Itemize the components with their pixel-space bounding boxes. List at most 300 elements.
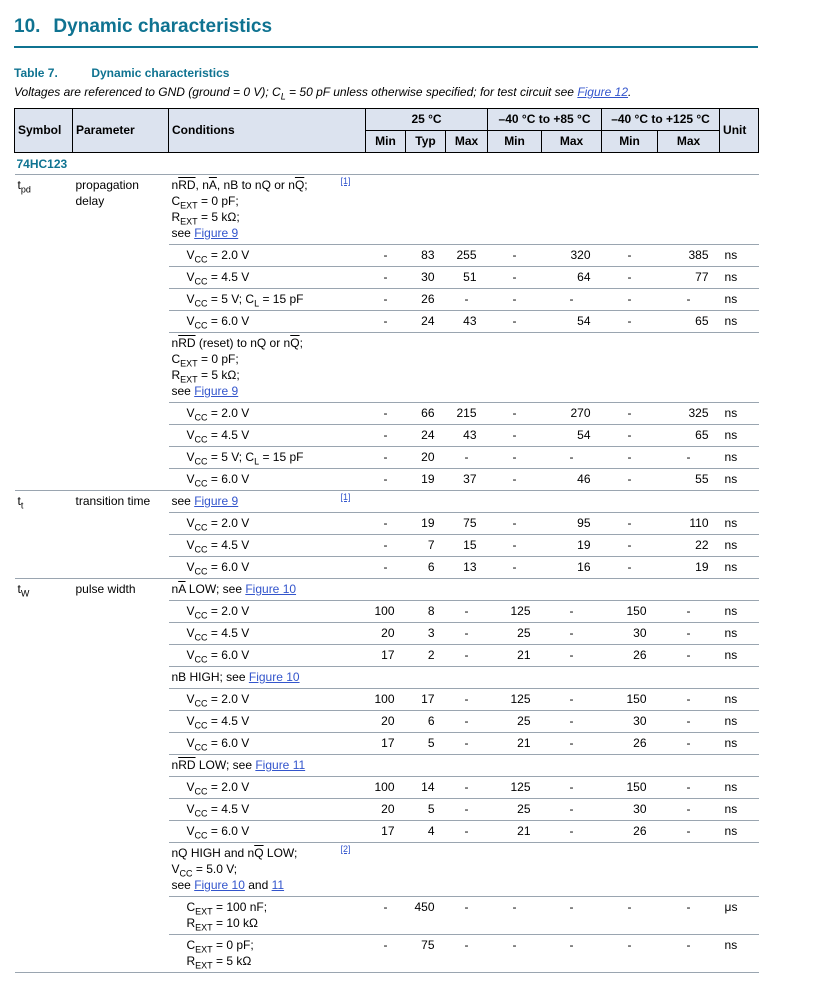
unit-cell: ns — [720, 289, 759, 311]
condition-line: $V_{CC} = 2.0$ V — [186, 406, 250, 423]
value-cell: 6 — [406, 557, 446, 579]
value-cell — [406, 843, 446, 897]
parameter-cell — [73, 821, 169, 843]
symbol-cell — [15, 311, 73, 333]
parameter-cell — [73, 557, 169, 579]
value-cell: - — [542, 289, 602, 311]
conditions-cell — [169, 245, 366, 267]
data-row — [15, 245, 759, 267]
value-cell: 110 — [658, 513, 720, 535]
value-cell — [446, 333, 488, 403]
value-cell: 320 — [542, 245, 602, 267]
col-header-125c: –40 °C to +125 °C — [602, 109, 720, 131]
value-cell: - — [488, 469, 542, 491]
unit-cell — [720, 755, 759, 777]
conditions-cell — [169, 469, 366, 491]
value-cell: - — [488, 289, 542, 311]
value-cell — [446, 843, 488, 897]
value-cell — [366, 667, 406, 689]
symbol-cell — [15, 645, 73, 667]
value-cell: - — [488, 447, 542, 469]
value-cell: 19 — [542, 535, 602, 557]
value-cell: 125 — [488, 777, 542, 799]
condition-line: $n\overline{RD}$ (reset) to nQ or $n\overline{Q}$; — [171, 336, 303, 350]
value-cell: - — [366, 557, 406, 579]
value-cell: 22 — [658, 535, 720, 557]
figure-link[interactable]: Figure 12 — [577, 85, 629, 99]
parameter-cell — [73, 755, 169, 777]
condition-line: see Figure 9 — [171, 226, 239, 240]
value-cell: 66 — [406, 403, 446, 425]
value-cell — [658, 843, 720, 897]
value-cell: - — [366, 513, 406, 535]
table-note: Voltages are referenced to GND (ground = 0 V); $C_L = 50$ pF unless otherwise specified; for test circuit see Figure 12. — [14, 85, 632, 102]
symbol-cell — [15, 623, 73, 645]
footnote-link[interactable]: [1] — [340, 492, 351, 502]
value-cell: - — [602, 267, 658, 289]
symbol-cell — [15, 557, 73, 579]
value-cell: - — [658, 897, 720, 935]
data-row — [15, 711, 759, 733]
figure-link[interactable]: Figure 11 — [255, 758, 306, 772]
conditions-cell — [169, 601, 366, 623]
symbol-cell — [15, 333, 73, 403]
table-body — [15, 153, 759, 973]
unit-cell: μs — [720, 897, 759, 935]
value-cell: 17 — [366, 645, 406, 667]
col-header-symbol: Symbol — [15, 109, 73, 153]
parameter-cell — [73, 645, 169, 667]
condition-line: $V_{CC} = 5$ V; $C_L = 15$ pF — [186, 292, 304, 309]
unit-cell: ns — [720, 557, 759, 579]
value-cell: - — [658, 711, 720, 733]
symbol-cell — [15, 733, 73, 755]
value-cell — [602, 667, 658, 689]
parameter-cell — [73, 623, 169, 645]
col-header-25c: 25 °C — [366, 109, 488, 131]
data-row — [15, 311, 759, 333]
value-cell: 30 — [406, 267, 446, 289]
unit-cell — [720, 667, 759, 689]
parameter-cell — [73, 447, 169, 469]
value-cell: 54 — [542, 311, 602, 333]
condition-line: see Figure 9 — [171, 384, 239, 398]
value-cell — [488, 755, 542, 777]
value-cell: - — [366, 425, 406, 447]
value-cell — [602, 843, 658, 897]
unit-cell: ns — [720, 935, 759, 973]
value-cell — [602, 579, 658, 601]
parameter-cell — [73, 733, 169, 755]
section-number: 10. — [14, 16, 41, 37]
value-cell — [406, 175, 446, 245]
unit-cell: ns — [720, 645, 759, 667]
table-group-row — [15, 153, 759, 175]
value-cell: - — [658, 799, 720, 821]
figure-link[interactable]: Figure 10 — [245, 582, 297, 596]
value-cell — [542, 667, 602, 689]
value-cell: 55 — [658, 469, 720, 491]
parameter-cell — [73, 245, 169, 267]
value-cell: - — [658, 447, 720, 469]
unit-cell: ns — [720, 513, 759, 535]
data-row — [15, 821, 759, 843]
value-cell: - — [446, 821, 488, 843]
data-row — [15, 689, 759, 711]
value-cell: - — [488, 897, 542, 935]
value-cell: - — [542, 935, 602, 973]
conditions-cell — [169, 935, 366, 973]
value-cell: 125 — [488, 689, 542, 711]
value-cell: 150 — [602, 689, 658, 711]
col-header-max-25: Max — [446, 131, 488, 153]
col-header-unit: Unit — [720, 109, 759, 153]
footnote-link[interactable]: [1] — [340, 176, 351, 186]
value-cell — [488, 843, 542, 897]
parameter-cell: pulse width — [75, 582, 136, 596]
data-row — [15, 623, 759, 645]
value-cell: - — [366, 311, 406, 333]
symbol-cell — [15, 755, 73, 777]
value-cell: - — [542, 447, 602, 469]
value-cell — [602, 755, 658, 777]
value-cell: 46 — [542, 469, 602, 491]
value-cell: 26 — [602, 821, 658, 843]
value-cell: 65 — [658, 311, 720, 333]
figure-link[interactable]: Figure 10 — [248, 670, 300, 684]
value-cell: - — [488, 513, 542, 535]
value-cell: 385 — [658, 245, 720, 267]
col-header-min-25: Min — [366, 131, 406, 153]
conditions-cell — [169, 447, 366, 469]
value-cell — [366, 579, 406, 601]
value-cell: 19 — [658, 557, 720, 579]
unit-cell: ns — [720, 799, 759, 821]
value-cell: - — [542, 799, 602, 821]
value-cell: - — [446, 777, 488, 799]
col-header-conditions: Conditions — [169, 109, 366, 153]
value-cell — [406, 667, 446, 689]
value-cell: - — [658, 623, 720, 645]
value-cell: 26 — [602, 645, 658, 667]
value-cell: - — [658, 777, 720, 799]
conditions-cell — [169, 491, 366, 513]
value-cell: 21 — [488, 821, 542, 843]
unit-cell: ns — [720, 777, 759, 799]
condition-line: $V_{CC} = 4.5$ V — [186, 270, 250, 287]
value-cell: - — [446, 935, 488, 973]
condition-line: $R_{EXT} = 10$ kΩ — [186, 916, 259, 933]
value-cell: 19 — [406, 469, 446, 491]
condition-line: $n\overline{A}$ LOW; see Figure 10 — [171, 582, 297, 596]
value-cell: - — [602, 289, 658, 311]
value-cell — [446, 579, 488, 601]
parameter-cell — [73, 333, 169, 403]
value-cell: - — [446, 733, 488, 755]
conditions-cell — [169, 175, 366, 245]
value-cell: - — [542, 821, 602, 843]
value-cell — [446, 491, 488, 513]
unit-cell: ns — [720, 469, 759, 491]
parameter-cell — [73, 267, 169, 289]
symbol-cell — [15, 711, 73, 733]
value-cell: - — [602, 935, 658, 973]
value-cell: 25 — [488, 623, 542, 645]
conditions-cell — [169, 711, 366, 733]
value-cell: 30 — [602, 623, 658, 645]
condition-header-row — [15, 491, 759, 513]
value-cell — [406, 579, 446, 601]
parameter-cell — [73, 843, 169, 897]
value-cell — [488, 175, 542, 245]
condition-line: $V_{CC} = 6.0$ V — [186, 648, 250, 665]
value-cell: 100 — [366, 689, 406, 711]
figure-link[interactable]: Figure 9 — [194, 226, 239, 240]
value-cell — [658, 333, 720, 403]
condition-line: $V_{CC} = 4.5$ V — [186, 428, 250, 445]
unit-cell: ns — [720, 821, 759, 843]
unit-cell — [720, 579, 759, 601]
value-cell: 30 — [602, 799, 658, 821]
value-cell: 215 — [446, 403, 488, 425]
figure-link[interactable]: Figure 10 — [194, 878, 245, 892]
value-cell — [658, 755, 720, 777]
value-cell: 25 — [488, 711, 542, 733]
value-cell: - — [446, 711, 488, 733]
value-cell: - — [542, 645, 602, 667]
value-cell: 17 — [366, 821, 406, 843]
value-cell: 65 — [658, 425, 720, 447]
value-cell: - — [488, 245, 542, 267]
condition-header-row — [15, 755, 759, 777]
value-cell — [658, 491, 720, 513]
value-cell: - — [446, 897, 488, 935]
value-cell: 95 — [542, 513, 602, 535]
value-cell — [602, 175, 658, 245]
condition-line: nQ HIGH and $n\overline{Q}$ LOW; — [171, 846, 298, 860]
data-row — [15, 777, 759, 799]
value-cell: - — [366, 897, 406, 935]
unit-cell: ns — [720, 689, 759, 711]
condition-line: see Figure 9 — [171, 494, 239, 508]
value-cell: - — [602, 447, 658, 469]
value-cell: 450 — [406, 897, 446, 935]
symbol-cell — [15, 425, 73, 447]
condition-line: $R_{EXT} = 5$ kΩ; — [171, 210, 240, 227]
conditions-cell — [169, 403, 366, 425]
conditions-cell — [169, 557, 366, 579]
value-cell — [542, 333, 602, 403]
value-cell: 5 — [406, 733, 446, 755]
value-cell — [446, 175, 488, 245]
data-row — [15, 447, 759, 469]
value-cell: - — [488, 425, 542, 447]
condition-line: $V_{CC} = 5.0$ V; — [171, 862, 238, 879]
value-cell — [406, 491, 446, 513]
symbol-cell — [15, 289, 73, 311]
conditions-cell — [169, 579, 366, 601]
value-cell: 100 — [366, 777, 406, 799]
header-row-groups — [15, 109, 759, 131]
value-cell — [488, 491, 542, 513]
condition-header-row — [15, 667, 759, 689]
condition-line: $C_{EXT} = 100$ nF; — [186, 900, 268, 917]
value-cell: - — [602, 311, 658, 333]
col-header-min-85: Min — [488, 131, 542, 153]
condition-line: see Figure 10 and 11 — [171, 878, 285, 892]
data-row — [15, 469, 759, 491]
value-cell: 51 — [446, 267, 488, 289]
value-cell: - — [366, 267, 406, 289]
data-row — [15, 289, 759, 311]
value-cell — [366, 491, 406, 513]
value-cell — [658, 579, 720, 601]
value-cell: 2 — [406, 645, 446, 667]
value-cell: 21 — [488, 733, 542, 755]
unit-cell: ns — [720, 535, 759, 557]
unit-cell — [720, 175, 759, 245]
condition-line: nB HIGH; see Figure 10 — [171, 670, 300, 684]
symbol-cell — [15, 935, 73, 973]
value-cell: - — [542, 689, 602, 711]
condition-header-row — [15, 175, 759, 245]
figure-link[interactable]: 11 — [271, 878, 285, 892]
value-cell: - — [658, 601, 720, 623]
col-header-typ-25: Typ — [406, 131, 446, 153]
value-cell: 37 — [446, 469, 488, 491]
data-row — [15, 425, 759, 447]
value-cell — [488, 333, 542, 403]
value-cell: 20 — [406, 447, 446, 469]
parameter-cell: propagation delay — [75, 178, 139, 208]
conditions-cell — [169, 821, 366, 843]
symbol-cell — [15, 601, 73, 623]
value-cell: 4 — [406, 821, 446, 843]
value-cell — [542, 491, 602, 513]
data-row — [15, 601, 759, 623]
value-cell: 17 — [406, 689, 446, 711]
symbol-cell — [15, 821, 73, 843]
value-cell: 77 — [658, 267, 720, 289]
value-cell — [542, 579, 602, 601]
symbol-cell — [15, 689, 73, 711]
symbol-cell — [15, 535, 73, 557]
footnote-link[interactable]: [2] — [340, 844, 351, 854]
value-cell — [542, 843, 602, 897]
data-row — [15, 267, 759, 289]
dynamic-characteristics-table — [14, 108, 759, 973]
value-cell: - — [366, 447, 406, 469]
condition-line: $V_{CC} = 4.5$ V — [186, 626, 250, 643]
unit-cell: ns — [720, 733, 759, 755]
condition-line: $V_{CC} = 4.5$ V — [186, 714, 250, 731]
value-cell: 20 — [366, 799, 406, 821]
value-cell: - — [446, 447, 488, 469]
value-cell: - — [542, 711, 602, 733]
symbol-cell — [15, 245, 73, 267]
symbol-cell — [15, 799, 73, 821]
value-cell: 43 — [446, 311, 488, 333]
value-cell: - — [488, 403, 542, 425]
value-cell — [602, 491, 658, 513]
value-cell: - — [542, 777, 602, 799]
value-cell: - — [446, 601, 488, 623]
condition-line: $V_{CC} = 5$ V; $C_L = 15$ pF — [186, 450, 304, 467]
condition-line: $V_{CC} = 4.5$ V — [186, 538, 250, 555]
value-cell: 21 — [488, 645, 542, 667]
col-header-max-85: Max — [542, 131, 602, 153]
value-cell: 3 — [406, 623, 446, 645]
condition-line: $n\overline{RD}$, $n\overline{A}$, nB to nQ or $n\overline{Q}$; — [171, 178, 308, 192]
unit-cell — [720, 843, 759, 897]
condition-line: $V_{CC} = 2.0$ V — [186, 248, 250, 265]
value-cell: 24 — [406, 425, 446, 447]
value-cell: 270 — [542, 403, 602, 425]
conditions-cell — [169, 513, 366, 535]
value-cell — [366, 333, 406, 403]
data-row — [15, 935, 759, 973]
value-cell — [542, 175, 602, 245]
value-cell: - — [488, 311, 542, 333]
figure-link[interactable]: Figure 9 — [194, 384, 239, 398]
value-cell: 255 — [446, 245, 488, 267]
value-cell: - — [658, 733, 720, 755]
data-row — [15, 897, 759, 935]
value-cell: 83 — [406, 245, 446, 267]
value-cell: - — [366, 245, 406, 267]
condition-line: $V_{CC} = 6.0$ V — [186, 824, 250, 841]
symbol-cell — [15, 403, 73, 425]
value-cell — [602, 333, 658, 403]
value-cell: - — [366, 403, 406, 425]
value-cell: 13 — [446, 557, 488, 579]
value-cell: 125 — [488, 601, 542, 623]
condition-line: $V_{CC} = 6.0$ V — [186, 736, 250, 753]
parameter-cell — [73, 469, 169, 491]
value-cell: 75 — [446, 513, 488, 535]
device-type-label: 74HC123 — [15, 153, 759, 175]
value-cell: 150 — [602, 601, 658, 623]
value-cell: - — [542, 733, 602, 755]
table-label: Table 7. — [14, 66, 58, 80]
conditions-cell — [169, 425, 366, 447]
value-cell: 20 — [366, 623, 406, 645]
condition-line: $C_{EXT} = 0$ pF; — [171, 194, 239, 211]
value-cell: 14 — [406, 777, 446, 799]
symbol-cell — [15, 667, 73, 689]
value-cell — [488, 667, 542, 689]
value-cell: 26 — [406, 289, 446, 311]
condition-line: $V_{CC} = 2.0$ V — [186, 692, 250, 709]
conditions-cell — [169, 755, 366, 777]
unit-cell: ns — [720, 245, 759, 267]
conditions-cell — [169, 843, 366, 897]
value-cell — [406, 333, 446, 403]
unit-cell: ns — [720, 601, 759, 623]
conditions-cell — [169, 289, 366, 311]
figure-link[interactable]: Figure 9 — [194, 494, 239, 508]
value-cell — [446, 667, 488, 689]
data-row — [15, 733, 759, 755]
value-cell — [658, 175, 720, 245]
value-cell: - — [366, 289, 406, 311]
data-row — [15, 535, 759, 557]
condition-line: $V_{CC} = 2.0$ V — [186, 516, 250, 533]
value-cell — [542, 755, 602, 777]
value-cell: - — [658, 645, 720, 667]
value-cell: 19 — [406, 513, 446, 535]
parameter-cell — [73, 311, 169, 333]
